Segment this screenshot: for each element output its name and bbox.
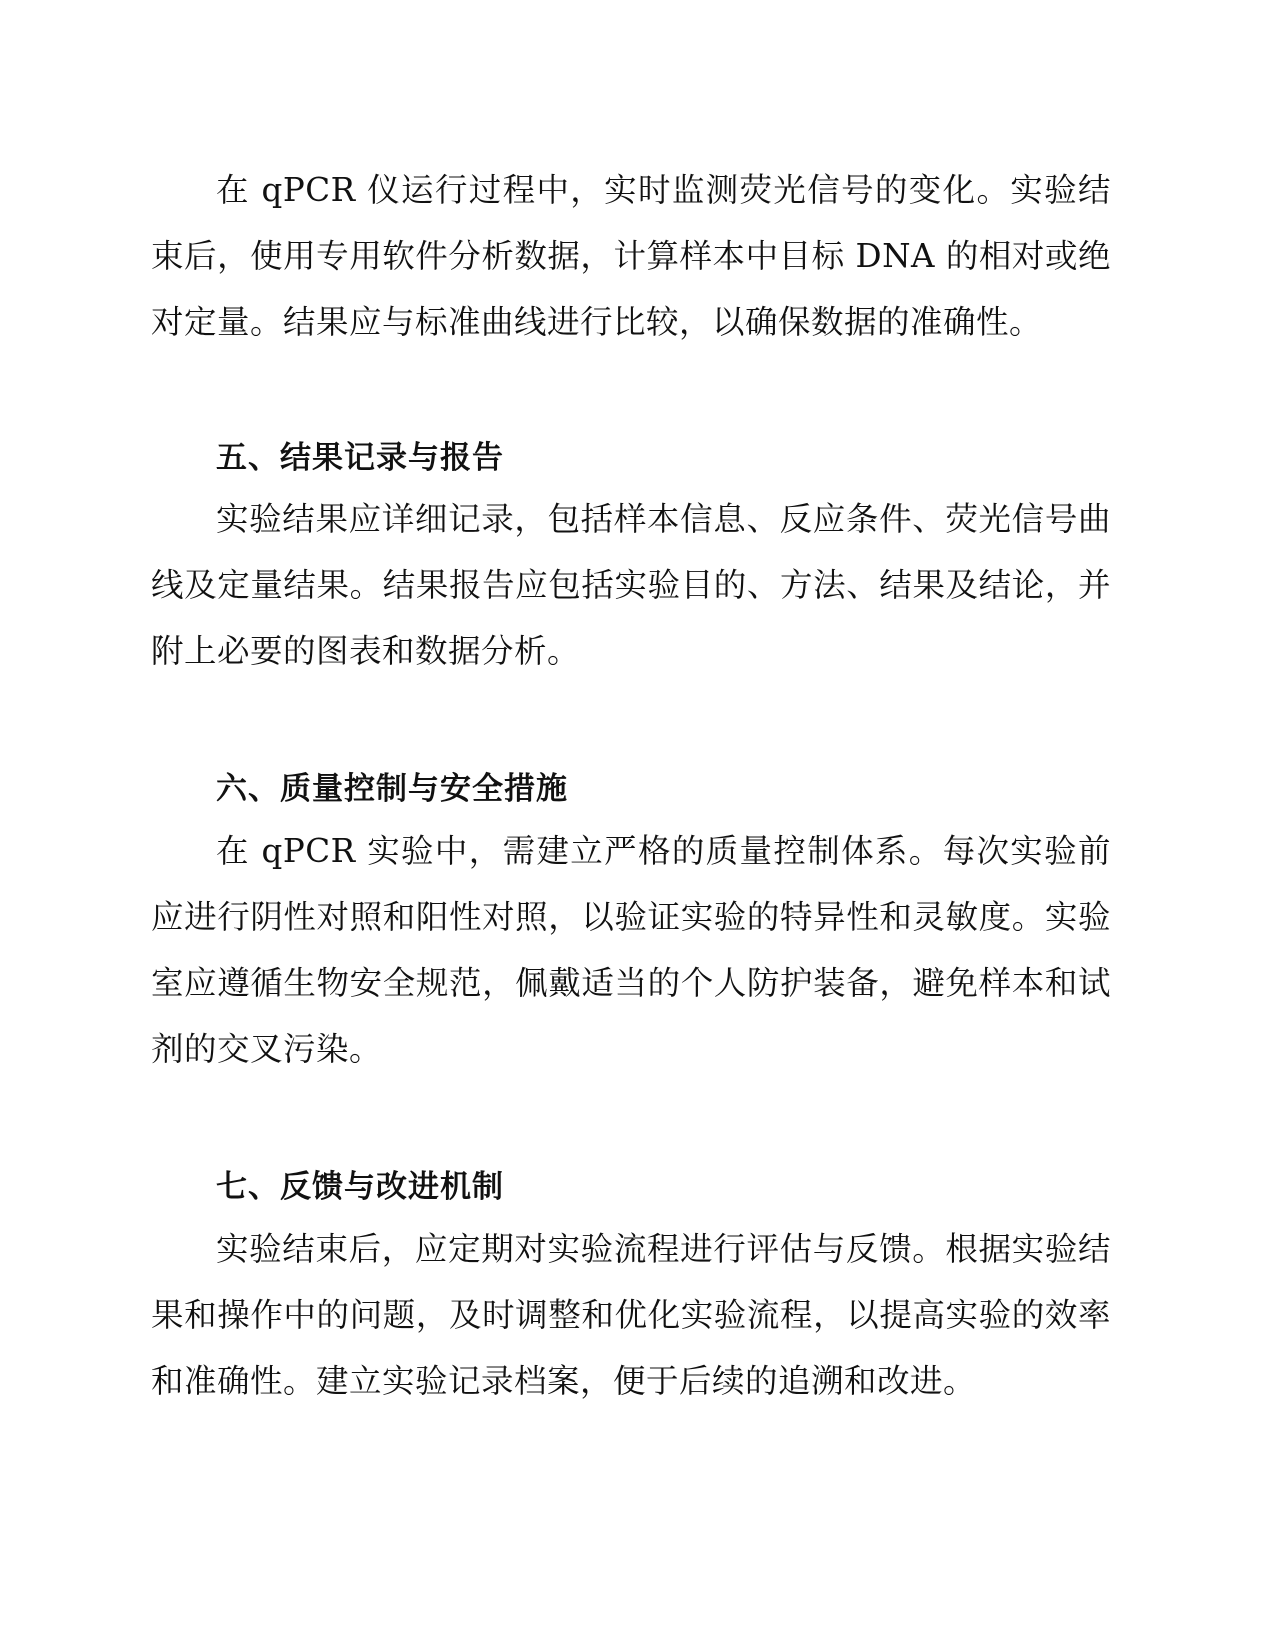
section-heading-quality-safety: 六、质量控制与安全措施 [216, 771, 568, 807]
paragraph-data-analysis: 在 qPCR 仪运行过程中，实时监测荧光信号的变化。实验结束后，使用专用软件分析数据，计算样本中目标 DNA 的相对或绝对定量。结果应与标准曲线进行比较，以确保数据的准确性。 [151, 171, 1111, 341]
paragraph-results-recording: 实验结果应详细记录，包括样本信息、反应条件、荧光信号曲线及定量结果。结果报告应包括实验目的、方法、结果及结论，并附上必要的图表和数据分析。 [151, 500, 1111, 670]
section-heading-feedback-improvement: 七、反馈与改进机制 [216, 1169, 504, 1205]
section-heading-results-recording: 五、结果记录与报告 [216, 440, 504, 476]
paragraph-quality-safety: 在 qPCR 实验中，需建立严格的质量控制体系。每次实验前应进行阴性对照和阳性对照，以验证实验的特异性和灵敏度。实验室应遵循生物安全规范，佩戴适当的个人防护装备，避免样本和试剂的交叉污染。 [151, 832, 1111, 1068]
paragraph-feedback-improvement: 实验结束后，应定期对实验流程进行评估与反馈。根据实验结果和操作中的问题，及时调整和优化实验流程，以提高实验的效率和准确性。建立实验记录档案，便于后续的追溯和改进。 [151, 1230, 1111, 1400]
